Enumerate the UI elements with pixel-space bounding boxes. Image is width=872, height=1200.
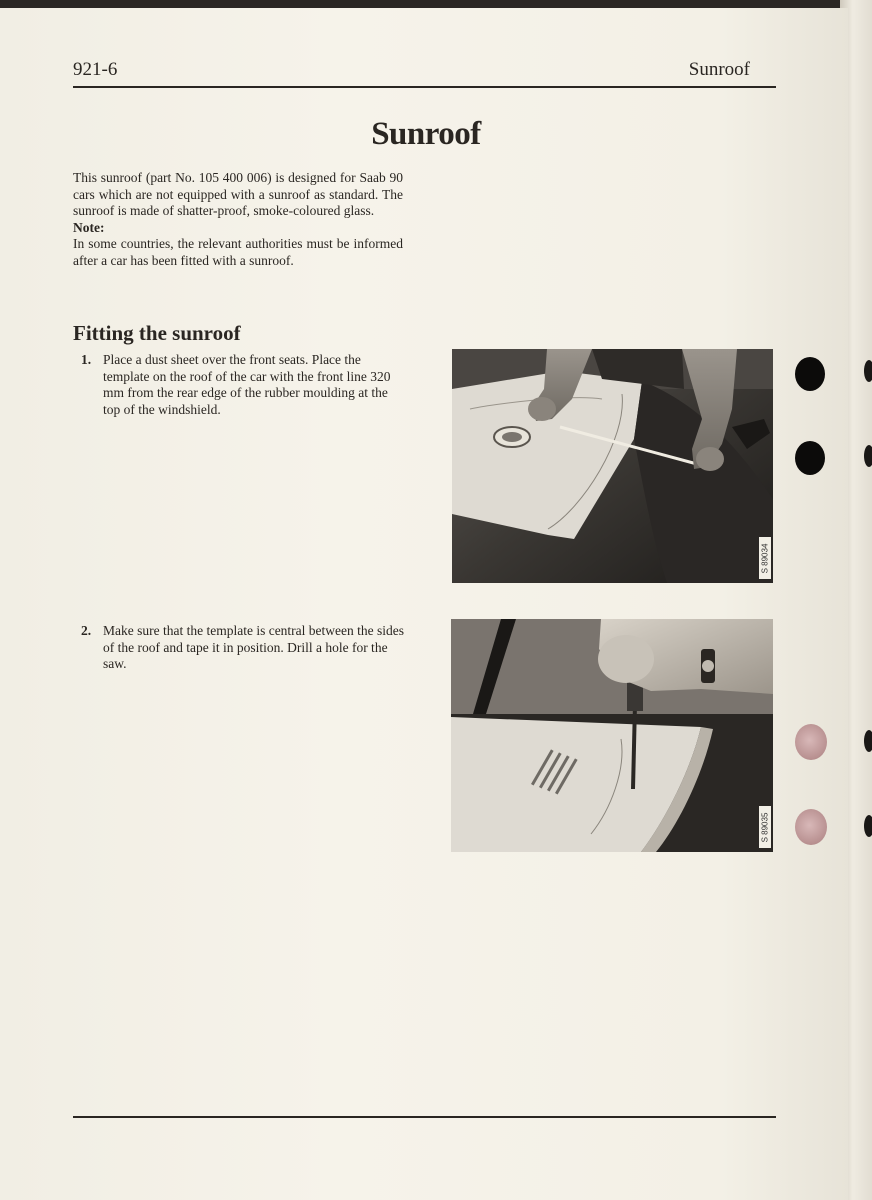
next-page-punch-hole: [864, 730, 872, 752]
step-2: [73, 623, 405, 673]
punch-hole: [795, 809, 827, 845]
step-text: Make sure that the template is central between the sides of the roof and tape it in position. Drill a hole for the saw.: [103, 623, 405, 671]
note-label: Note:: [73, 219, 105, 235]
step-text: Place a dust sheet over the front seats. Place the template on the roof of the car with the front line 320 mm from the rear edge of the rubber moulding at the top of the windshield.: [103, 352, 391, 417]
step-number: 2.: [81, 623, 92, 638]
next-page-punch-hole: [864, 445, 872, 467]
next-page-punch-hole: [864, 815, 872, 837]
intro-block: [73, 170, 403, 269]
punch-hole: [795, 441, 825, 475]
note-text: In some countries, the relevant authorities must be informed after a car has been fitted with a sunroof.: [73, 236, 403, 268]
step-1: [73, 352, 405, 418]
manual-page: [0, 8, 848, 1200]
photo-template-measure-image: [452, 349, 773, 583]
step-number: 1.: [81, 352, 92, 367]
punch-hole: [795, 724, 827, 760]
scan-top-border: [0, 0, 872, 8]
page-code: 921-6: [73, 59, 118, 80]
punch-hole: [795, 357, 825, 391]
photo-drill-hole: [451, 619, 773, 852]
running-title: Sunroof: [688, 59, 750, 80]
intro-paragraph: This sunroof (part No. 105 400 006) is designed for Saab 90 cars which are not equipped with a sunroof as standard. The sunroof is made of shatter-proof, smoke-coloured glass.: [73, 170, 403, 218]
header-rule: [73, 86, 776, 88]
photo-template-measure: [452, 349, 773, 583]
footer-rule: [73, 1116, 776, 1118]
page-title: Sunroof: [371, 116, 481, 152]
next-page-punch-hole: [864, 360, 872, 382]
figure-code: S 89035: [759, 806, 771, 848]
photo-drill-hole-image: [451, 619, 773, 852]
section-title: Fitting the sunroof: [73, 321, 241, 345]
figure-code: S 89034: [759, 537, 771, 579]
